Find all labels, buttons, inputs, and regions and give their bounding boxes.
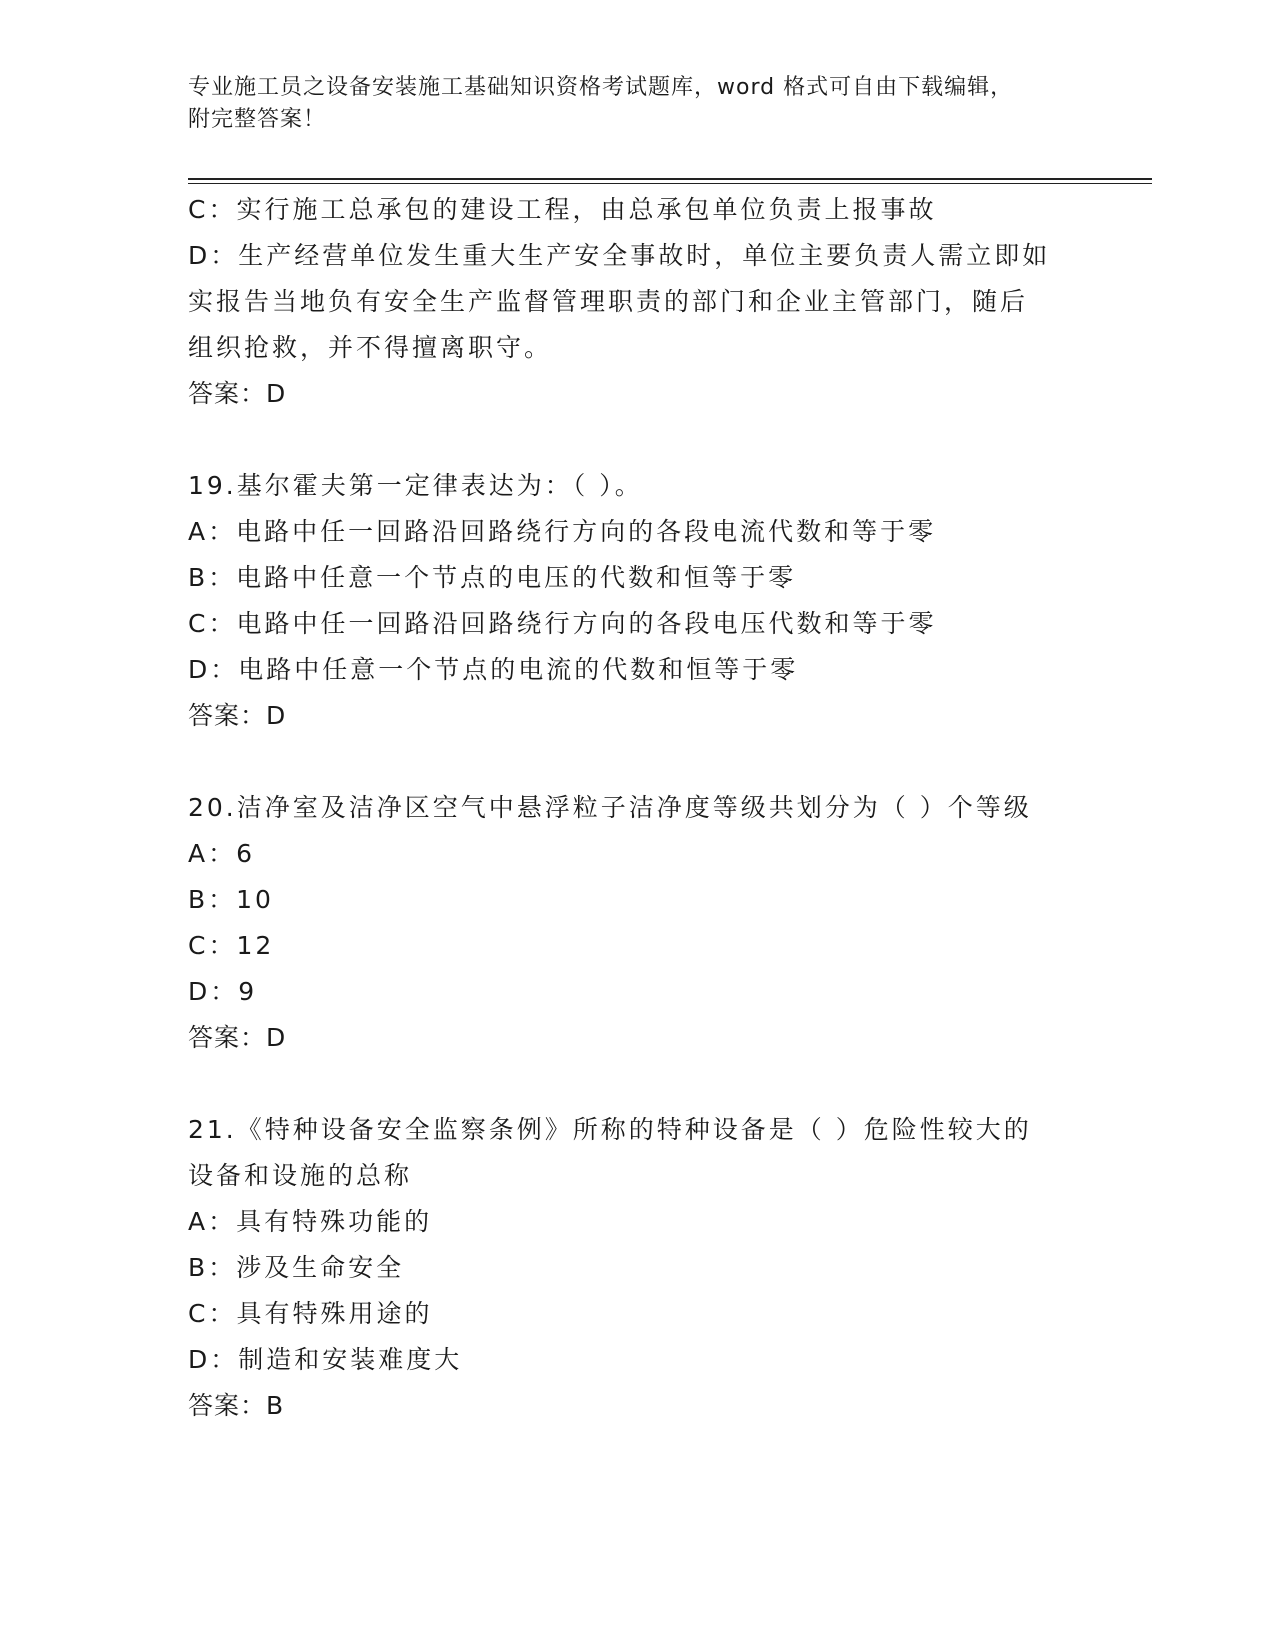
q19-question: 19.基尔霍夫第一定律表达为：（ ）。 — [188, 471, 643, 500]
q19-answer: 答案：D — [188, 701, 287, 730]
header-line-2: 附完整答案！ — [188, 107, 327, 132]
q20-option-c: C：12 — [188, 931, 275, 960]
spacer — [188, 1061, 1088, 1107]
q18-answer: 答案：D — [188, 379, 287, 408]
q20-option-d: D：9 — [188, 977, 258, 1006]
header-line-1: 专业施工员之设备安装施工基础知识资格考试题库，word 格式可自由下载编辑， — [188, 75, 1014, 100]
q20-option-b: B：10 — [188, 885, 274, 914]
question-18-tail — [188, 187, 1088, 417]
question-21 — [188, 1107, 1088, 1429]
q20-question: 20.洁净室及洁净区空气中悬浮粒子洁净度等级共划分为（ ）个等级 — [188, 793, 1032, 822]
q21-option-b: B：涉及生命安全 — [188, 1253, 405, 1282]
q21-option-c: C：具有特殊用途的 — [188, 1299, 433, 1328]
q21-question-line-2: 设备和设施的总称 — [188, 1161, 413, 1190]
q21-option-d: D：制造和安装难度大 — [188, 1345, 463, 1374]
q18-option-d-line-2: 实报告当地负有安全生产监督管理职责的部门和企业主管部门，随后 — [188, 287, 1029, 316]
q20-option-a: A：6 — [188, 839, 256, 868]
q19-option-c: C：电路中任一回路沿回路绕行方向的各段电压代数和等于零 — [188, 609, 937, 638]
q21-answer: 答案：B — [188, 1391, 285, 1420]
question-content — [188, 187, 1088, 1429]
q19-option-b: B：电路中任意一个节点的电压的代数和恒等于零 — [188, 563, 797, 592]
q19-option-d: D：电路中任意一个节点的电流的代数和恒等于零 — [188, 655, 799, 684]
q21-question-line-1: 21.《特种设备安全监察条例》所称的特种设备是（ ）危险性较大的 — [188, 1115, 1032, 1144]
q19-option-a: A：电路中任一回路沿回路绕行方向的各段电流代数和等于零 — [188, 517, 937, 546]
document-header — [188, 72, 1088, 136]
spacer — [188, 417, 1088, 463]
q21-option-a: A：具有特殊功能的 — [188, 1207, 433, 1236]
q18-option-d-line-1: D：生产经营单位发生重大生产安全事故时，单位主要负责人需立即如 — [188, 241, 1051, 270]
spacer — [188, 739, 1088, 785]
q18-option-c: C：实行施工总承包的建设工程，由总承包单位负责上报事故 — [188, 195, 937, 224]
q20-answer: 答案：D — [188, 1023, 287, 1052]
header-divider-thin — [188, 183, 1152, 184]
header-divider-thick — [188, 178, 1152, 180]
q18-option-d-line-3: 组织抢救，并不得擅离职守。 — [188, 333, 553, 362]
question-20 — [188, 785, 1088, 1061]
question-19 — [188, 463, 1088, 739]
